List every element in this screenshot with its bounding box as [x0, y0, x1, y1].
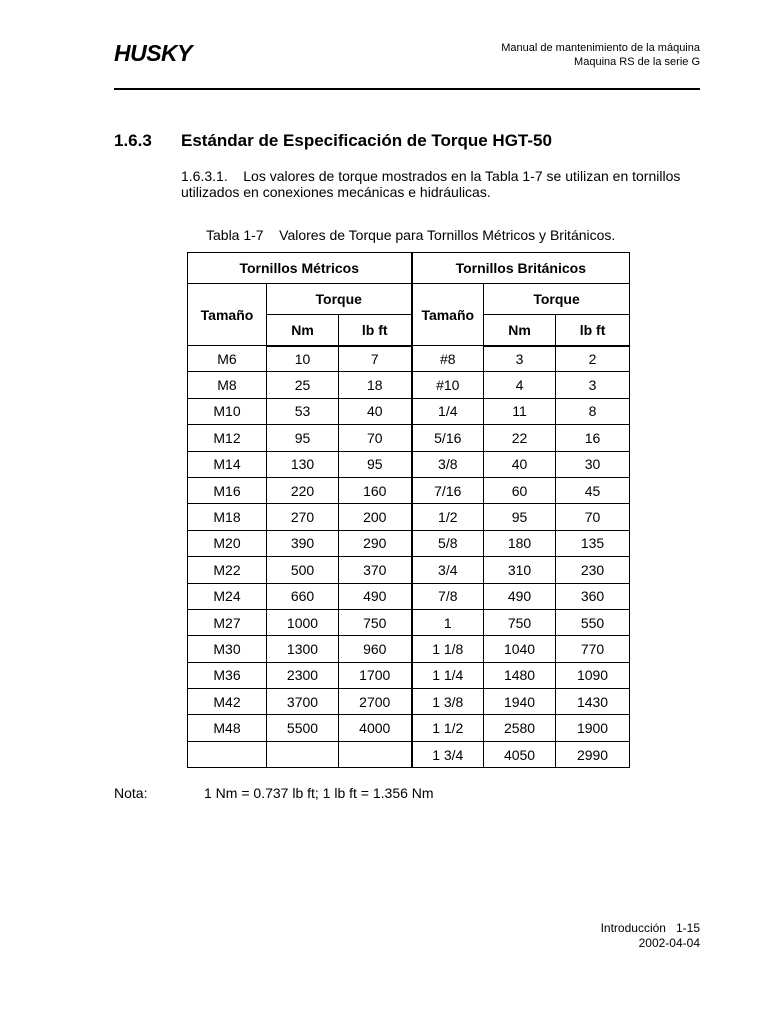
- british-size-cell: 1: [412, 609, 484, 635]
- british-size-cell: 5/8: [412, 530, 484, 556]
- table-row: [188, 504, 630, 530]
- table-row: [188, 609, 630, 635]
- british-size-cell: 1/4: [412, 398, 484, 424]
- section-number: 1.6.3: [114, 131, 152, 150]
- table-row: [188, 451, 630, 477]
- footer-page-number: 1-15: [675, 921, 700, 935]
- metric-size-cell: M24: [188, 583, 267, 609]
- metric-lbft-cell: 960: [339, 636, 412, 662]
- british-size-cell: 7/8: [412, 583, 484, 609]
- table-row: [188, 715, 630, 741]
- metric-size-cell: M18: [188, 504, 267, 530]
- page-footer: [601, 921, 700, 951]
- british-lbft-cell: 8: [556, 398, 630, 424]
- british-nm-cell: 22: [484, 425, 556, 451]
- metric-nm-cell: 130: [267, 451, 339, 477]
- british-nm-cell: 1480: [484, 662, 556, 688]
- metric-nm-cell: 5500: [267, 715, 339, 741]
- metric-size-cell: M48: [188, 715, 267, 741]
- metric-nm-cell: 660: [267, 583, 339, 609]
- british-lbft-cell: 230: [556, 557, 630, 583]
- british-lbft-cell: 16: [556, 425, 630, 451]
- british-group-header: Tornillos Británicos: [412, 253, 630, 284]
- manual-title: Manual de mantenimiento de la máquina: [501, 42, 700, 54]
- metric-lbft-cell: 1700: [339, 662, 412, 688]
- british-lbft-cell: 3: [556, 372, 630, 398]
- british-lbft-cell: 770: [556, 636, 630, 662]
- note-label: Nota:: [114, 785, 148, 801]
- metric-lbft-cell: 7: [339, 346, 412, 372]
- table-row: [188, 583, 630, 609]
- british-nm-cell: 4: [484, 372, 556, 398]
- metric-lbft-cell: [339, 741, 412, 767]
- metric-lbft-cell: 160: [339, 477, 412, 503]
- metric-size-cell: M36: [188, 662, 267, 688]
- table-row: [188, 557, 630, 583]
- british-nm-cell: 95: [484, 504, 556, 530]
- british-nm-cell: 490: [484, 583, 556, 609]
- metric-nm-cell: 25: [267, 372, 339, 398]
- british-size-cell: 3/4: [412, 557, 484, 583]
- metric-lbft-header: lb ft: [339, 315, 412, 346]
- british-size-cell: 1 3/8: [412, 689, 484, 715]
- metric-nm-cell: 53: [267, 398, 339, 424]
- metric-lbft-cell: 290: [339, 530, 412, 556]
- metric-nm-cell: 10: [267, 346, 339, 372]
- table-caption: Tabla 1-7 Valores de Torque para Tornillos Métricos y Británicos.: [206, 227, 616, 243]
- metric-nm-cell: 270: [267, 504, 339, 530]
- british-size-cell: #10: [412, 372, 484, 398]
- metric-nm-cell: 500: [267, 557, 339, 583]
- metric-nm-cell: 390: [267, 530, 339, 556]
- metric-torque-header: Torque: [267, 284, 412, 315]
- british-nm-cell: 1040: [484, 636, 556, 662]
- british-size-header: Tamaño: [412, 284, 484, 346]
- british-nm-cell: 750: [484, 609, 556, 635]
- british-torque-header: Torque: [484, 284, 630, 315]
- british-size-cell: 5/16: [412, 425, 484, 451]
- british-lbft-cell: 360: [556, 583, 630, 609]
- metric-nm-cell: 1000: [267, 609, 339, 635]
- british-size-cell: 1 3/4: [412, 741, 484, 767]
- british-nm-header: Nm: [484, 315, 556, 346]
- british-lbft-cell: 1430: [556, 689, 630, 715]
- metric-size-cell: M14: [188, 451, 267, 477]
- table-row: [188, 689, 630, 715]
- metric-size-header: Tamaño: [188, 284, 267, 346]
- metric-lbft-cell: 200: [339, 504, 412, 530]
- metric-lbft-cell: 750: [339, 609, 412, 635]
- metric-size-cell: M6: [188, 346, 267, 372]
- metric-lbft-cell: 40: [339, 398, 412, 424]
- british-nm-cell: 3: [484, 346, 556, 372]
- husky-logo: HUSKY: [114, 40, 193, 66]
- british-lbft-cell: 1900: [556, 715, 630, 741]
- british-lbft-cell: 70: [556, 504, 630, 530]
- metric-size-cell: M22: [188, 557, 267, 583]
- table-row: [188, 372, 630, 398]
- metric-lbft-cell: 370: [339, 557, 412, 583]
- metric-size-cell: M10: [188, 398, 267, 424]
- intro-line-1: 1.6.3.1. Los valores de torque mostrados en la Tabla 1-7 se utilizan en tornillos: [181, 168, 681, 184]
- british-nm-cell: 4050: [484, 741, 556, 767]
- british-nm-cell: 11: [484, 398, 556, 424]
- british-lbft-cell: 550: [556, 609, 630, 635]
- metric-size-cell: M8: [188, 372, 267, 398]
- header-divider: [114, 88, 700, 90]
- metric-nm-cell: 2300: [267, 662, 339, 688]
- table-row: [188, 477, 630, 503]
- footer-date: 2002-04-04: [638, 936, 700, 950]
- metric-lbft-cell: 18: [339, 372, 412, 398]
- metric-size-cell: M42: [188, 689, 267, 715]
- british-lbft-cell: 1090: [556, 662, 630, 688]
- note-text: 1 Nm = 0.737 lb ft; 1 lb ft = 1.356 Nm: [204, 785, 434, 801]
- british-nm-cell: 1940: [484, 689, 556, 715]
- table-row: [188, 425, 630, 451]
- document-header: [501, 41, 700, 69]
- british-size-cell: 1 1/4: [412, 662, 484, 688]
- british-size-cell: 3/8: [412, 451, 484, 477]
- british-lbft-cell: 135: [556, 530, 630, 556]
- metric-nm-cell: 95: [267, 425, 339, 451]
- british-lbft-cell: 30: [556, 451, 630, 477]
- table-row: [188, 636, 630, 662]
- british-size-cell: 1 1/8: [412, 636, 484, 662]
- table-row: [188, 346, 630, 372]
- british-nm-cell: 180: [484, 530, 556, 556]
- metric-size-cell: [188, 741, 267, 767]
- metric-size-cell: M12: [188, 425, 267, 451]
- british-nm-cell: 310: [484, 557, 556, 583]
- british-lbft-header: lb ft: [556, 315, 630, 346]
- torque-table: [187, 252, 630, 768]
- table-row: [188, 741, 630, 767]
- table-row: [188, 662, 630, 688]
- british-nm-cell: 60: [484, 477, 556, 503]
- section-title: Estándar de Especificación de Torque HGT-50: [181, 131, 552, 150]
- footer-chapter: Introducción: [600, 921, 666, 935]
- metric-nm-header: Nm: [267, 315, 339, 346]
- table-row: [188, 398, 630, 424]
- british-size-cell: 1/2: [412, 504, 484, 530]
- table-row: [188, 530, 630, 556]
- british-nm-cell: 2580: [484, 715, 556, 741]
- metric-lbft-cell: 4000: [339, 715, 412, 741]
- metric-nm-cell: 220: [267, 477, 339, 503]
- metric-size-cell: M20: [188, 530, 267, 556]
- metric-group-header: Tornillos Métricos: [188, 253, 412, 284]
- intro-line-2: utilizados en conexiones mecánicas e hidráulicas.: [181, 184, 491, 200]
- metric-nm-cell: 1300: [267, 636, 339, 662]
- metric-lbft-cell: 490: [339, 583, 412, 609]
- metric-lbft-cell: 2700: [339, 689, 412, 715]
- british-size-cell: 1 1/2: [412, 715, 484, 741]
- british-lbft-cell: 2: [556, 346, 630, 372]
- metric-nm-cell: 3700: [267, 689, 339, 715]
- british-lbft-cell: 45: [556, 477, 630, 503]
- metric-lbft-cell: 95: [339, 451, 412, 477]
- metric-lbft-cell: 70: [339, 425, 412, 451]
- torque-table-body: [188, 346, 630, 768]
- british-lbft-cell: 2990: [556, 741, 630, 767]
- british-nm-cell: 40: [484, 451, 556, 477]
- machine-series: Maquina RS de la serie G: [574, 56, 700, 68]
- british-size-cell: 7/16: [412, 477, 484, 503]
- metric-nm-cell: [267, 741, 339, 767]
- metric-size-cell: M16: [188, 477, 267, 503]
- metric-size-cell: M27: [188, 609, 267, 635]
- british-size-cell: #8: [412, 346, 484, 372]
- metric-size-cell: M30: [188, 636, 267, 662]
- intro-paragraph: [181, 168, 701, 200]
